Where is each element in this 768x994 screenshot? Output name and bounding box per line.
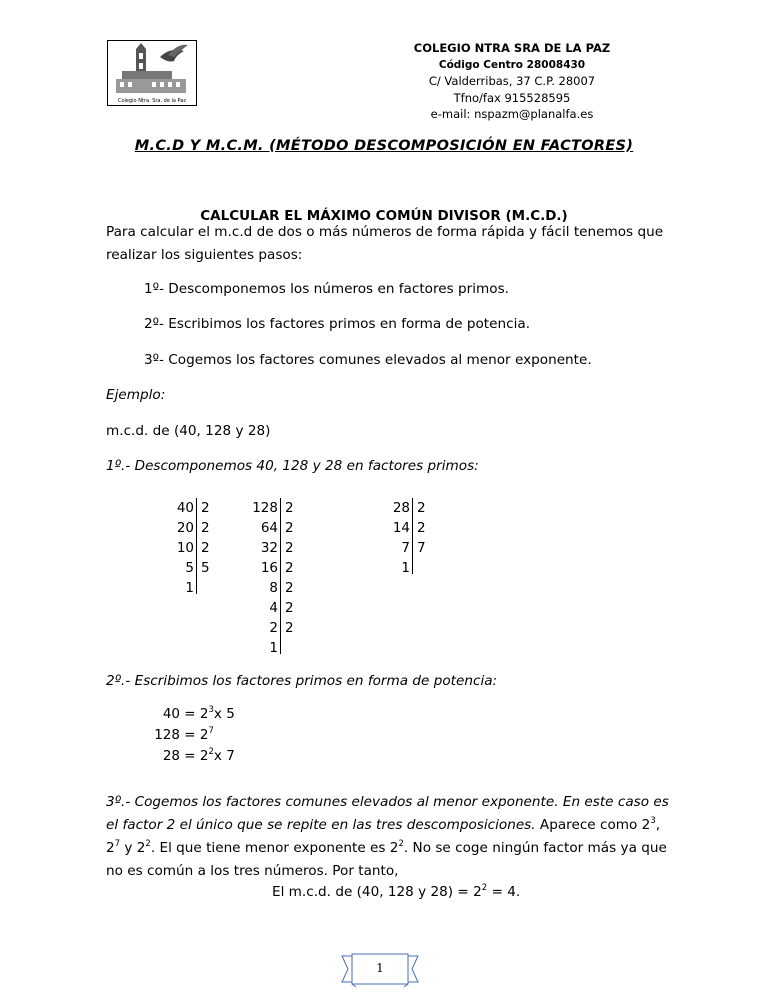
step3-text: 2 [106, 840, 115, 856]
exponent: 3 [650, 816, 656, 826]
factor-column [280, 498, 294, 654]
power-eq: = 2 [184, 727, 209, 743]
dividend-column [380, 498, 410, 578]
dividend: 2 [269, 620, 278, 636]
result-line [272, 881, 520, 904]
centre-code: Código Centro 28008430 [438, 58, 586, 71]
step1-heading: 1º.- Descomponemos 40, 128 y 28 en factores primos: [106, 458, 479, 474]
page-number: 1 [376, 961, 384, 975]
dividend: 4 [269, 600, 278, 616]
intro-line: Para calcular el m.c.d de dos o más números de forma rápida y fácil tenemos que [106, 224, 664, 240]
power-row [140, 725, 235, 746]
dividend: 1 [401, 560, 410, 576]
dividend: 8 [269, 580, 278, 596]
exponent: 2 [145, 839, 151, 849]
intro-line: realizar los siguientes pasos: [106, 247, 303, 263]
factor: 2 [285, 540, 294, 556]
factor: 2 [201, 540, 210, 556]
dividend: 128 [252, 500, 278, 516]
intro-paragraph [106, 221, 706, 267]
decomposition-40 [150, 498, 220, 598]
factor: 2 [285, 620, 294, 636]
page-number-badge [340, 952, 420, 988]
decomposition-28 [380, 498, 450, 578]
step3-italic: el factor 2 el único que se repite en las tres descomposiciones. [106, 817, 536, 833]
power-row [140, 704, 235, 725]
step3-text: , [655, 817, 661, 833]
factor: 2 [285, 580, 294, 596]
exponent: 2 [398, 839, 404, 849]
dividend: 14 [392, 520, 410, 536]
address: C/ Valderribas, 37 C.P. 28007 [428, 74, 596, 88]
dividend: 16 [260, 560, 278, 576]
exponent: 2 [481, 883, 488, 893]
power-eq: = 2 [184, 706, 209, 722]
step2-heading: 2º.- Escribimos los factores primos en forma de potencia: [106, 673, 498, 689]
step3-line: 3º.- Cogemos los factores comunes elevados al menor exponente. En este caso es [106, 794, 669, 810]
powers-list [140, 704, 235, 767]
power-exp: 7 [208, 726, 214, 736]
step3-line [106, 837, 706, 860]
step-3: 3º- Cogemos los factores comunes elevados al menor exponente. [144, 352, 592, 368]
step3-text: Aparece como 2 [535, 817, 651, 833]
step3-text: . No se coge ningún factor más ya que [403, 840, 667, 856]
power-exp: 2 [208, 747, 214, 757]
email: e-mail: nspazm@planalfa.es [430, 107, 594, 121]
example-line: m.c.d. de (40, 128 y 28) [106, 423, 271, 439]
factor: 2 [417, 520, 426, 536]
step-1: 1º- Descomponemos los números en factores primos. [144, 281, 510, 297]
result-text: El m.c.d. de (40, 128 y 28) = 2 [272, 884, 482, 900]
step3-line: no es común a los tres números. Por tanto, [106, 863, 399, 879]
dividend: 20 [176, 520, 194, 536]
dividend: 64 [260, 520, 278, 536]
logo-caption: Colegio Ntra. Sra. de la Paz [117, 98, 187, 104]
result-text: = 4. [487, 884, 521, 900]
step3-text: . El que tiene menor exponente es 2 [150, 840, 399, 856]
power-rest: x 7 [213, 748, 235, 764]
power-exp: 3 [208, 705, 214, 715]
example-label: Ejemplo: [106, 387, 166, 403]
factor-column [196, 498, 210, 594]
page-title: M.C.D Y M.C.M. (MÉTODO DESCOMPOSICIÓN EN FACTORES) [134, 138, 634, 154]
dividend: 1 [269, 640, 278, 656]
power-eq: = 2 [184, 748, 209, 764]
dividend: 1 [185, 580, 194, 596]
dividend: 7 [401, 540, 410, 556]
dividend-column [150, 498, 194, 598]
factor-column [412, 498, 426, 574]
dividend: 32 [260, 540, 278, 556]
power-left: 40 [162, 706, 180, 722]
factor: 2 [285, 520, 294, 536]
dividend: 5 [185, 560, 194, 576]
step3-text: y 2 [120, 840, 146, 856]
factor: 2 [285, 560, 294, 576]
factor: 2 [285, 600, 294, 616]
exponent: 7 [114, 839, 121, 849]
step-2: 2º- Escribimos los factores primos en forma de potencia. [144, 316, 531, 332]
factor: 2 [201, 500, 210, 516]
dividend-column [240, 498, 278, 658]
factor: 5 [201, 560, 210, 576]
power-rest: x 5 [213, 706, 235, 722]
factor: 2 [201, 520, 210, 536]
power-left: 28 [162, 748, 180, 764]
phone: Tfno/fax 915528595 [453, 90, 571, 105]
step3-line [106, 814, 706, 837]
step3-paragraph [106, 791, 706, 883]
school-logo [107, 40, 197, 106]
dividend: 40 [176, 500, 194, 516]
decomposition-128 [240, 498, 320, 658]
power-row [140, 746, 235, 767]
factor: 7 [417, 540, 426, 556]
school-header [362, 40, 662, 123]
school-name: COLEGIO NTRA SRA DE LA PAZ [413, 41, 611, 55]
section-title: CALCULAR EL MÁXIMO COMÚN DIVISOR (M.C.D.) [200, 208, 568, 224]
factor: 2 [285, 500, 294, 516]
power-left: 128 [154, 727, 180, 743]
dividend: 10 [176, 540, 194, 556]
factor: 2 [417, 500, 426, 516]
dividend: 28 [392, 500, 410, 516]
